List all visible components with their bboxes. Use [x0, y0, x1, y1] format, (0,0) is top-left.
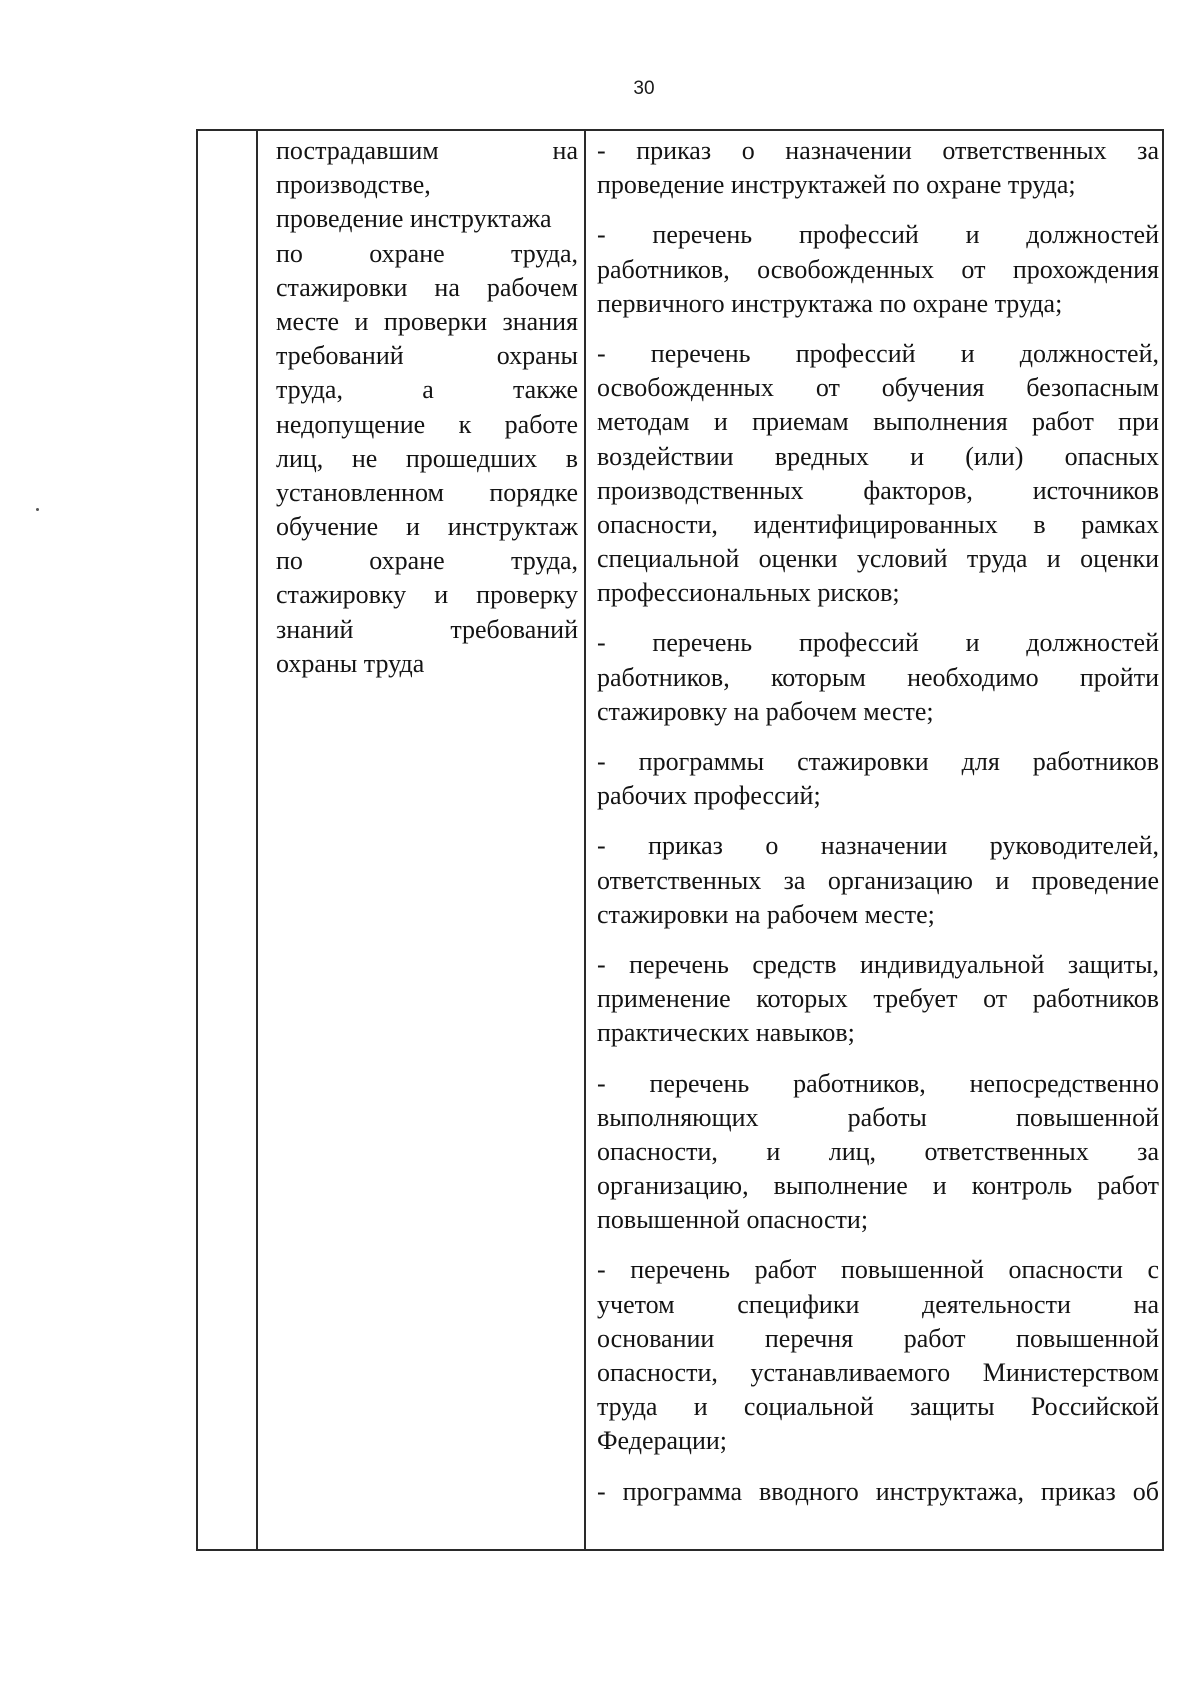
page-number: 30	[633, 78, 655, 99]
requirement-line: по охране труда,	[276, 546, 578, 576]
document-line: стажировки на рабочем месте;	[597, 899, 935, 929]
column-divider-documents	[584, 131, 586, 1549]
requirement-line: труда, а также	[276, 375, 578, 405]
requirement-line: требований охраны	[276, 341, 578, 371]
document-line: - перечень средств индивидуальной защиты,	[597, 949, 1159, 979]
document-line: выполняющих работы повышенной	[597, 1102, 1159, 1132]
document-line: стажировку на рабочем месте;	[597, 696, 934, 726]
requirement-line: проведение инструктажа	[276, 204, 552, 234]
document-line: воздействии вредных и (или) опасных	[597, 441, 1159, 471]
document-line: специальной оценки условий труда и оценки	[597, 544, 1159, 574]
document-line: основании перечня работ повышенной	[597, 1323, 1159, 1353]
document-line: рабочих профессий;	[597, 781, 821, 811]
document-line: организацию, выполнение и контроль работ	[597, 1171, 1159, 1201]
document-line: производственных факторов, источников	[597, 475, 1159, 505]
document-list-item	[597, 948, 1159, 1051]
document-line: работников, освобожденных от прохождения	[597, 254, 1159, 284]
document-line: применение которых требует от работников	[597, 984, 1159, 1014]
requirement-cell	[276, 134, 578, 681]
document-line: труда и социальной защиты Российской	[597, 1392, 1159, 1422]
requirement-line: по охране труда,	[276, 238, 578, 268]
document-list-item	[597, 745, 1159, 813]
column-divider-number	[256, 131, 258, 1549]
document-line: - программы стажировки для работников	[597, 747, 1159, 776]
document-line: - приказ о назначении ответственных за	[597, 136, 1159, 165]
requirement-line: производстве,	[276, 170, 431, 200]
requirement-line: обучение и инструктаж	[276, 512, 578, 542]
document-line: методам и приемам выполнения работ при	[597, 407, 1159, 437]
document-line: - перечень работников, непосредственно	[597, 1068, 1159, 1098]
document-line: - перечень работ повышенной опасности с	[597, 1255, 1159, 1285]
document-line: - приказ о назначении руководителей,	[597, 831, 1159, 861]
document-line: - перечень профессий и должностей,	[597, 338, 1159, 368]
document-list-item	[597, 829, 1159, 932]
document-line: опасности, и лиц, ответственных за	[597, 1136, 1159, 1166]
document-line: - программа вводного инструктажа, приказ об	[597, 1476, 1159, 1506]
document-line: практических навыков;	[597, 1018, 855, 1048]
document-line: Федерации;	[597, 1426, 728, 1456]
document-list-item	[597, 626, 1159, 729]
document-line: освобожденных от обучения безопасным	[597, 373, 1159, 403]
document-line: учетом специфики деятельности на	[597, 1289, 1159, 1319]
requirement-line: установленном порядке	[276, 477, 578, 507]
document-line: опасности, устанавливаемого Министерством	[597, 1358, 1159, 1387]
document-list-item	[597, 218, 1159, 321]
document-list-item	[597, 337, 1159, 611]
document-line: проведение инструктажей по охране труда;	[597, 170, 1076, 200]
scan-speck	[36, 508, 39, 511]
document-list-item	[597, 1067, 1159, 1238]
requirement-line: знаний требований	[276, 614, 578, 644]
document-line: - перечень профессий и должностей	[597, 628, 1159, 658]
document-line: профессиональных рисков;	[597, 578, 900, 608]
document-list-item	[597, 1253, 1159, 1458]
documents-cell	[597, 134, 1159, 1525]
document-line: повышенной опасности;	[597, 1205, 869, 1235]
requirement-line: месте и проверки знания	[276, 306, 578, 336]
requirement-line: охраны труда	[276, 648, 425, 678]
document-list-item	[597, 1475, 1159, 1509]
document-line: ответственных за организацию и проведение	[597, 865, 1159, 895]
document-line: опасности, идентифицированных в рамках	[597, 509, 1159, 539]
requirement-line: стажировку и проверку	[276, 580, 578, 610]
document-list-item	[597, 134, 1159, 202]
document-line: работников, которым необходимо пройти	[597, 662, 1159, 692]
requirement-line: пострадавшим на	[276, 136, 578, 165]
requirement-line: лиц, не прошедших в	[276, 443, 578, 473]
requirement-line: стажировки на рабочем	[276, 272, 578, 302]
requirement-line: недопущение к работе	[276, 409, 578, 439]
document-line: первичного инструктажа по охране труда;	[597, 288, 1063, 318]
document-line: - перечень профессий и должностей	[597, 220, 1159, 250]
